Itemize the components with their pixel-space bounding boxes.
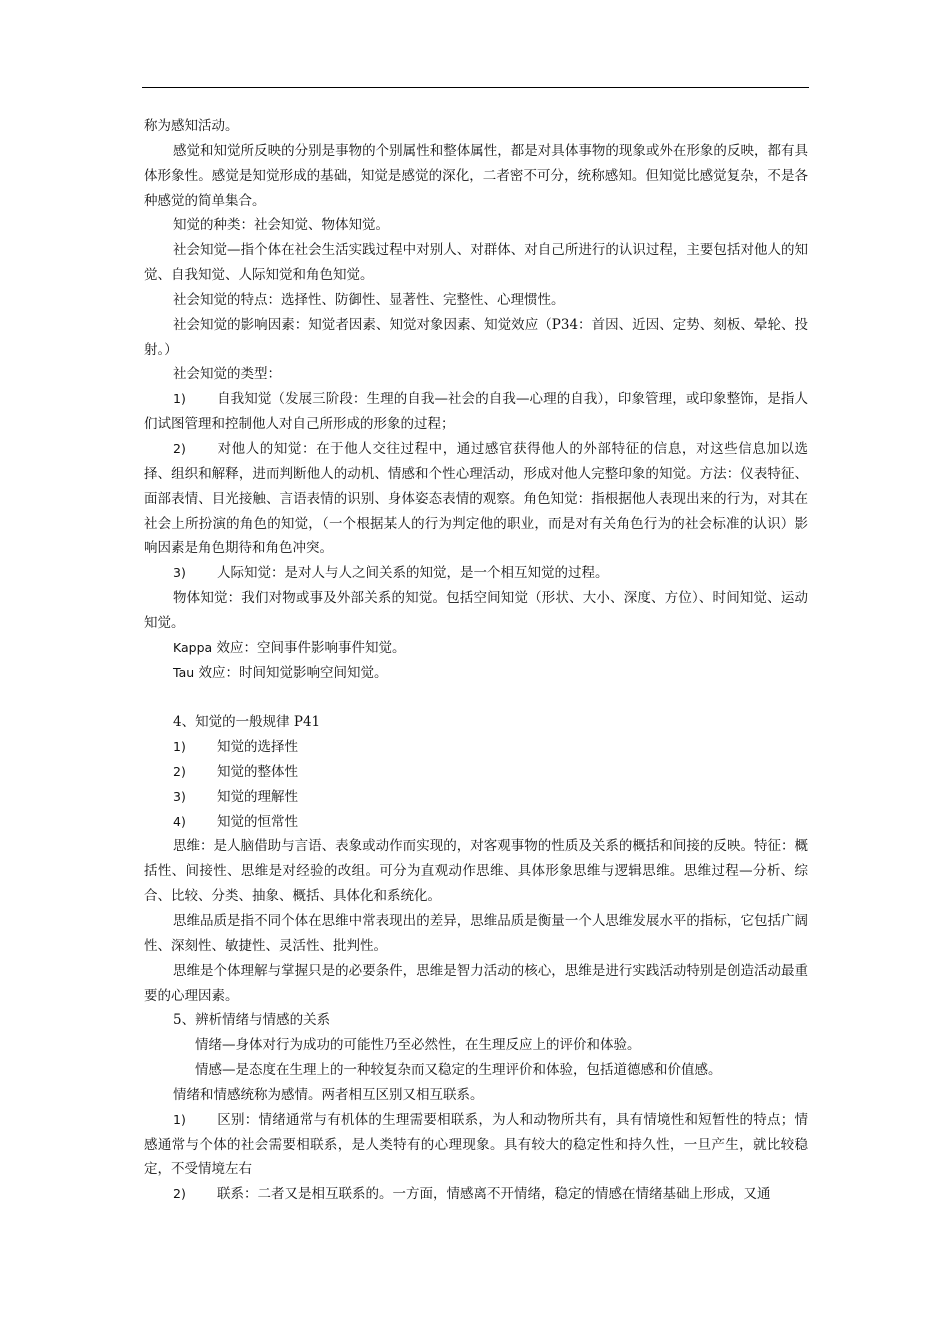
- list-item: [144, 561, 808, 586]
- list-item-text: 区别：情绪通常与有机体的生理需要相联系，为人和动物所共有，具有情境性和短暂性的特点；情感通常与个体的社会需要相联系，是人类特有的心理现象。具有较大的稳定性和持久性，一旦产生，就比较稳定，不受情境左右: [144, 1111, 808, 1178]
- list-item: [144, 1108, 808, 1183]
- term-kappa: Kappa: [173, 639, 213, 655]
- list-item-text: 联系：二者又是相互联系的。一方面，情感离不开情绪，稳定的情感在情绪基础上形成，又通: [217, 1186, 771, 1203]
- paragraph: 思维是个体理解与掌握只是的必要条件，思维是智力活动的核心，思维是进行实践活动特别是创造活动最重要的心理因素。: [144, 962, 808, 1004]
- list-number: 1): [173, 391, 186, 407]
- paragraph: [144, 636, 808, 661]
- list-item: [144, 810, 808, 835]
- paragraph: 情绪和情感统称为感情。两者相互区别又相互联系。: [173, 1086, 484, 1103]
- section-heading: 4、知觉的一般规律 P41: [173, 714, 321, 731]
- list-item: [144, 785, 808, 810]
- list-number: 2): [173, 1186, 186, 1202]
- paragraph: 思维：是人脑借助与言语、表象或动作而实现的，对客观事物的性质及关系的概括和间接的反映。特征：概括性、间接性、思维是对经验的改组。可分为直观动作思维、具体形象思维与逻辑思维。思维过程—分析、综合、比较、分类、抽象、概括、具体化和系统化。: [144, 838, 808, 905]
- list-item-text: 知觉的选择性: [217, 739, 298, 756]
- list-item-text: 对他人的知觉：在于他人交往过程中，通过感官获得他人的外部特征的信息，对这些信息加以选择、组织和解释，进而判断他人的动机、情感和个性心理活动，形成对他人完整印象的知觉。方法：仪表特征、面部表情、目光接触、言语表情的识别、身体姿态表情的观察。角色知觉：指根据他人表现出来的行为，对其在社会上所扮演的角色的知觉，（一个根据某人的行为判定他的职业，而是对有关角色行为的社会标准的认识）影响因素是角色期待和角色冲突。: [144, 440, 808, 557]
- list-item-text: 知觉的恒常性: [217, 813, 298, 830]
- paragraph: 思维品质是指不同个体在思维中常表现出的差异，思维品质是衡量一个人思维发展水平的指标，它包括广阔性、深刻性、敏捷性、灵活性、批判性。: [144, 913, 808, 954]
- list-number: 3): [173, 788, 186, 804]
- paragraph: 感觉和知觉所反映的分别是事物的个别属性和整体属性，都是对具体事物的现象或外在形象的反映，都有具体形象性。感觉是知觉形成的基础，知觉是感觉的深化，二者密不可分，统称感知。但知觉比感觉复杂，不是各种感觉的简单集合。: [144, 142, 808, 209]
- list-number: 4): [173, 813, 186, 829]
- section-heading: 5、辨析情绪与情感的关系: [173, 1012, 331, 1029]
- paragraph: 知觉的种类：社会知觉、物体知觉。: [173, 217, 389, 234]
- list-number: 2): [173, 440, 186, 456]
- paragraph: 物体知觉：我们对物或事及外部关系的知觉。包括空间知觉（形状、大小、深度、方位）、时间知觉、运动知觉。: [144, 590, 808, 631]
- list-item: [144, 1182, 808, 1207]
- header-rule: [142, 87, 809, 88]
- list-item-text: 自我知觉（发展三阶段：生理的自我—社会的自我—心理的自我），印象管理，或印象整饰，是指人们试图管理和控制他人对自己所形成的形象的过程；: [144, 391, 808, 433]
- list-number: 1): [173, 1111, 186, 1127]
- list-item-text: 知觉的整体性: [217, 763, 298, 780]
- term-tau: Tau: [173, 664, 195, 680]
- list-number: 3): [173, 565, 186, 581]
- document-body: [144, 114, 808, 1207]
- blank-line: [144, 685, 808, 710]
- list-item: [144, 760, 808, 785]
- list-number: 1): [173, 739, 186, 755]
- paragraph-text: 效应：空间事件影响事件知觉。: [212, 639, 406, 656]
- paragraph: 称为感知活动。: [144, 118, 239, 134]
- list-item: [144, 735, 808, 760]
- paragraph: 社会知觉的特点：选择性、防御性、显著性、完整性、心理惯性。: [173, 291, 565, 308]
- list-number: 2): [173, 763, 186, 779]
- list-item-text: 人际知觉：是对人与人之间关系的知觉，是一个相互知觉的过程。: [217, 565, 609, 582]
- list-item: [144, 437, 808, 561]
- paragraph-text: 效应：时间知觉影响空间知觉。: [194, 664, 388, 681]
- paragraph: 情绪—身体对行为成功的可能性乃至必然性，在生理反应上的评价和体验。: [195, 1037, 641, 1054]
- list-item-text: 知觉的理解性: [217, 788, 298, 805]
- paragraph: 社会知觉—指个体在社会生活实践过程中对别人、对群体、对自己所进行的认识过程，主要包括对他人的知觉、自我知觉、人际知觉和角色知觉。: [144, 242, 808, 284]
- paragraph: [144, 661, 808, 686]
- paragraph: 情感—是态度在生理上的一种较复杂而又稳定的生理评价和体验，包括道德感和价值感。: [195, 1062, 722, 1079]
- list-item: [144, 387, 808, 437]
- paragraph: 社会知觉的类型：: [173, 366, 281, 383]
- paragraph: 社会知觉的影响因素：知觉者因素、知觉对象因素、知觉效应（P34：首因、近因、定势、刻板、晕轮、投射。）: [144, 316, 808, 358]
